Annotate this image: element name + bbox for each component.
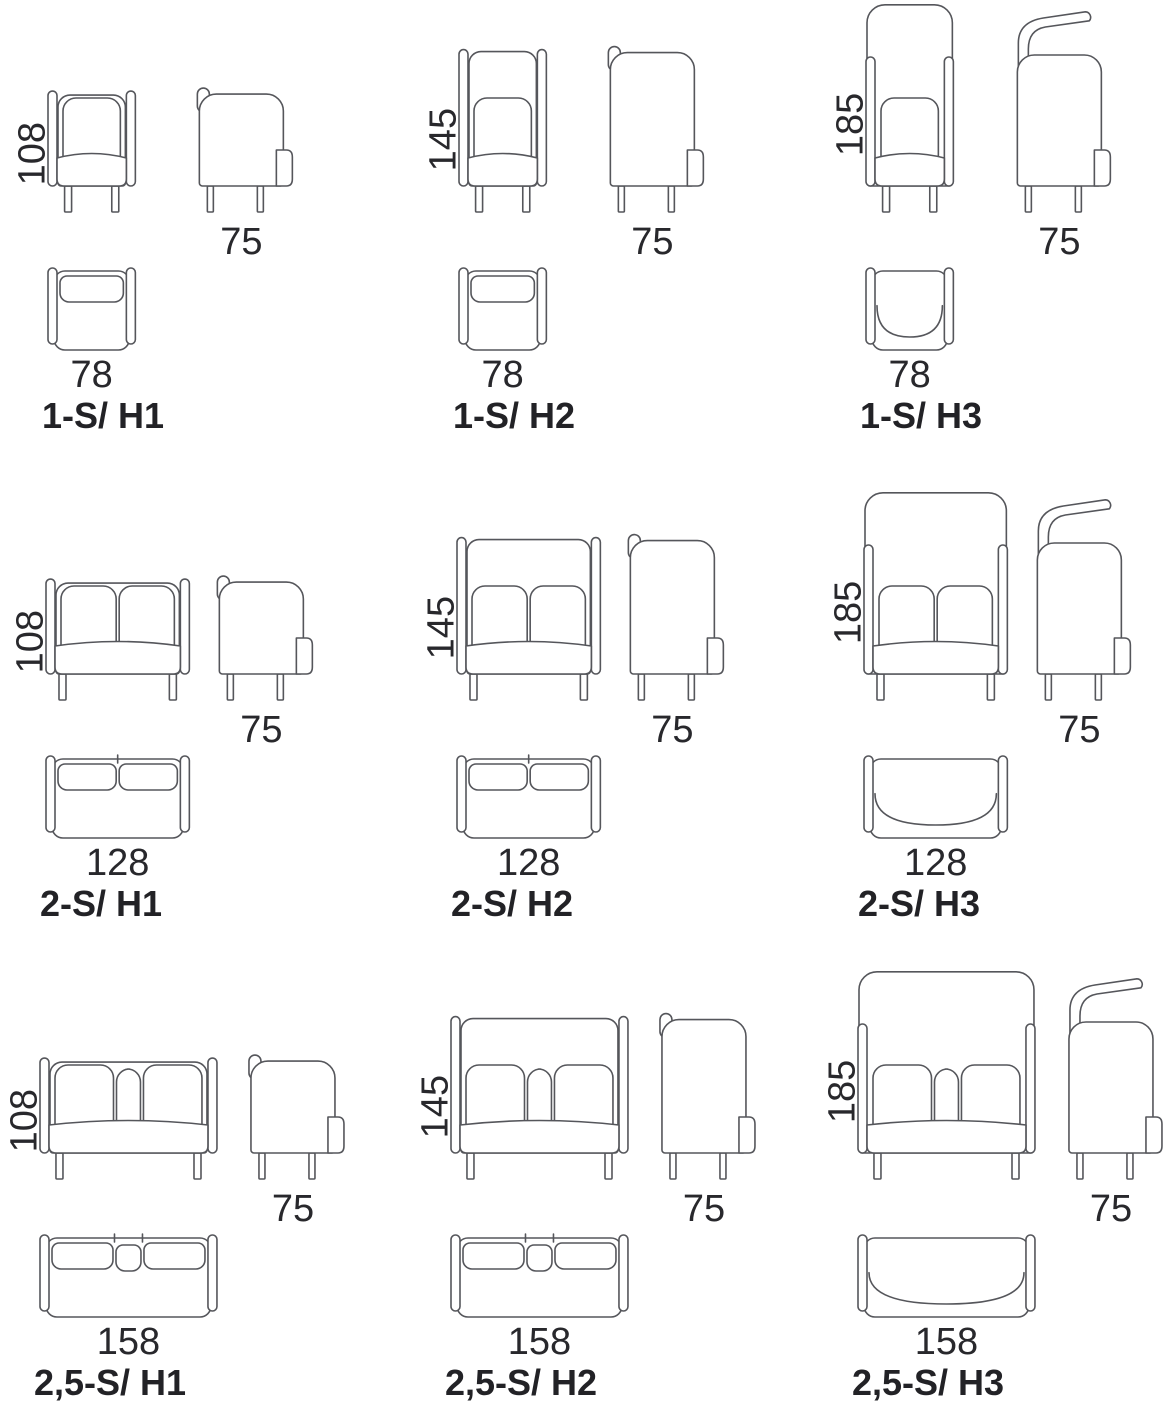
top-view (866, 268, 953, 396)
side-body (630, 541, 714, 674)
right-wing (208, 1058, 217, 1153)
side-body (1037, 543, 1121, 674)
width-dimension: 158 (96, 1321, 161, 1363)
back-cushion-top (527, 1245, 552, 1271)
seat-ledge (1114, 638, 1130, 674)
back-cushion-top (60, 276, 123, 302)
side-view (1017, 12, 1110, 263)
seat-ledge (276, 150, 292, 186)
cell-2-s-h3 (778, 460, 1166, 935)
height-dimension: 185 (827, 580, 870, 645)
seat-cushion (873, 642, 998, 675)
left-wing-top (457, 756, 466, 832)
side-leg (1077, 1153, 1083, 1179)
side-leg (1095, 674, 1101, 700)
side-leg (638, 674, 644, 700)
side-view (1069, 979, 1162, 1230)
right-wing-top (944, 268, 953, 344)
top-view (48, 268, 135, 396)
side-view (608, 47, 703, 263)
front-view (821, 972, 1035, 1179)
side-view (197, 88, 292, 263)
cell-1-s-h2 (389, 0, 777, 460)
height-dimension: 108 (3, 1089, 46, 1153)
cell-2-s-h2 (389, 460, 777, 935)
side-view (217, 576, 312, 751)
cell-drawing (778, 460, 1166, 935)
seat-cushion (57, 154, 126, 187)
variant-label: 2-S/ H1 (40, 883, 163, 924)
side-leg (1025, 186, 1031, 212)
seat-cushion (867, 1121, 1026, 1154)
side-leg (1045, 674, 1051, 700)
seat-ledge (687, 150, 703, 186)
cell-2-5-s-h2 (389, 935, 777, 1410)
cell-2-s-h1 (0, 460, 388, 935)
front-leg (930, 186, 937, 212)
depth-dimension: 75 (1058, 709, 1101, 751)
left-wing-top (459, 268, 468, 344)
front-view (827, 493, 1007, 700)
cell-drawing (389, 935, 777, 1410)
cell-drawing (0, 460, 388, 935)
left-wing-top (46, 756, 55, 832)
front-leg (877, 674, 884, 700)
top-view (858, 1235, 1035, 1363)
width-dimension: 128 (85, 842, 150, 884)
right-wing (537, 50, 546, 186)
back-cushion-top (469, 764, 527, 790)
depth-dimension: 75 (651, 709, 694, 751)
right-wing (944, 57, 953, 186)
height-dimension: 185 (829, 92, 872, 157)
back-cushion-top (116, 1245, 141, 1271)
front-view (422, 50, 546, 212)
right-wing-top (180, 756, 189, 832)
depth-dimension: 75 (1089, 1188, 1133, 1230)
back-cushion-top (119, 764, 177, 790)
width-dimension: 128 (903, 842, 968, 884)
seat-ledge (707, 638, 723, 674)
left-wing-top (40, 1235, 49, 1311)
front-leg (874, 1153, 881, 1179)
right-wing (591, 538, 600, 674)
side-leg (1127, 1153, 1133, 1179)
front-view (420, 538, 600, 700)
front-leg (169, 674, 176, 700)
width-dimension: 158 (914, 1321, 979, 1363)
top-body (864, 1238, 1029, 1317)
depth-dimension: 75 (682, 1188, 726, 1230)
side-leg (688, 674, 694, 700)
depth-dimension: 75 (220, 221, 263, 263)
front-leg (476, 186, 483, 212)
top-view (46, 755, 189, 884)
side-leg (720, 1153, 726, 1179)
front-view (829, 5, 953, 212)
side-view (249, 1055, 344, 1230)
side-view (1037, 500, 1130, 751)
variant-label: 2,5-S/ H1 (34, 1362, 187, 1403)
cell-drawing (0, 935, 388, 1410)
height-dimension: 145 (420, 595, 463, 660)
front-leg (470, 674, 477, 700)
front-leg (59, 674, 66, 700)
cell-drawing (778, 0, 1166, 460)
height-dimension: 108 (9, 610, 52, 674)
seat-ledge (1094, 150, 1110, 186)
side-body (662, 1020, 746, 1153)
variant-label: 1-S/ H1 (42, 395, 165, 436)
right-wing (126, 91, 135, 186)
side-body (219, 582, 303, 674)
cell-1-s-h1 (0, 0, 388, 460)
back-cushion-top (530, 764, 588, 790)
width-dimension: 78 (70, 354, 113, 396)
side-leg (277, 674, 283, 700)
seat-cushion (468, 154, 537, 187)
side-leg (1075, 186, 1081, 212)
seat-cushion (466, 642, 591, 675)
top-view (457, 755, 600, 884)
right-wing-top (126, 268, 135, 344)
variant-label: 1-S/ H2 (453, 395, 576, 436)
right-wing-top (208, 1235, 217, 1311)
top-view (40, 1234, 217, 1363)
right-wing-top (619, 1235, 628, 1311)
right-wing (1026, 1024, 1035, 1153)
depth-dimension: 75 (1038, 221, 1081, 263)
width-dimension: 158 (507, 1321, 572, 1363)
variant-label: 2-S/ H2 (451, 883, 574, 924)
cell-2-5-s-h1 (0, 935, 388, 1410)
right-wing-top (998, 756, 1007, 832)
right-wing-top (591, 756, 600, 832)
side-body (1069, 1022, 1153, 1153)
side-body (1017, 55, 1101, 186)
seat-cushion (55, 642, 180, 675)
cell-drawing (389, 0, 777, 460)
front-leg (1012, 1153, 1019, 1179)
variant-label: 2,5-S/ H2 (445, 1362, 598, 1403)
width-dimension: 78 (481, 354, 524, 396)
right-wing-top (1026, 1235, 1035, 1311)
cell-1-s-h3 (778, 0, 1166, 460)
front-view (3, 1058, 217, 1179)
side-body (199, 94, 283, 186)
right-wing (998, 545, 1007, 674)
back-cushion-top (144, 1243, 205, 1269)
height-dimension: 145 (414, 1074, 457, 1139)
seat-ledge (739, 1117, 755, 1153)
width-dimension: 128 (496, 842, 561, 884)
front-leg (523, 186, 530, 212)
seat-cushion (460, 1121, 619, 1154)
front-view (11, 91, 135, 212)
right-wing (180, 579, 189, 674)
side-leg (618, 186, 624, 212)
front-view (414, 1017, 628, 1179)
back-cushion-top (463, 1243, 524, 1269)
width-dimension: 78 (888, 354, 931, 396)
back-cushion-top (471, 276, 534, 302)
height-dimension: 185 (821, 1059, 864, 1124)
side-leg (207, 186, 213, 212)
side-leg (227, 674, 233, 700)
back-cushion-top (58, 764, 116, 790)
left-wing-top (48, 268, 57, 344)
front-leg (467, 1153, 474, 1179)
front-leg (605, 1153, 612, 1179)
side-body (610, 53, 694, 186)
variant-label: 2,5-S/ H3 (852, 1362, 1005, 1403)
top-body (870, 759, 1001, 838)
front-leg (112, 186, 119, 212)
left-wing-top (858, 1235, 867, 1311)
depth-dimension: 75 (631, 221, 674, 263)
side-leg (670, 1153, 676, 1179)
right-wing-top (537, 268, 546, 344)
back-cushion-top (52, 1243, 113, 1269)
top-body (872, 271, 947, 350)
cell-2-5-s-h3 (778, 935, 1166, 1410)
front-leg (987, 674, 994, 700)
side-leg (668, 186, 674, 212)
seat-cushion (49, 1121, 208, 1154)
height-dimension: 108 (11, 122, 54, 186)
cell-drawing (389, 460, 777, 935)
top-view (451, 1234, 628, 1363)
front-leg (65, 186, 72, 212)
top-view (459, 268, 546, 396)
front-view (9, 579, 189, 700)
depth-dimension: 75 (271, 1188, 315, 1230)
left-wing-top (866, 268, 875, 344)
seat-ledge (328, 1117, 344, 1153)
right-wing (619, 1017, 628, 1153)
side-body (251, 1061, 335, 1153)
side-leg (309, 1153, 315, 1179)
back-cushion-top (555, 1243, 616, 1269)
left-wing-top (451, 1235, 460, 1311)
height-dimension: 145 (422, 107, 465, 172)
side-leg (257, 186, 263, 212)
seat-cushion (875, 154, 944, 187)
seat-ledge (296, 638, 312, 674)
side-leg (259, 1153, 265, 1179)
depth-dimension: 75 (240, 709, 283, 751)
cell-drawing (778, 935, 1166, 1410)
variant-label: 1-S/ H3 (860, 395, 983, 436)
left-wing-top (864, 756, 873, 832)
variant-label: 2-S/ H3 (858, 883, 981, 924)
seat-ledge (1146, 1117, 1162, 1153)
front-leg (194, 1153, 201, 1179)
front-leg (883, 186, 890, 212)
side-view (628, 535, 723, 751)
top-view (864, 756, 1007, 884)
side-view (660, 1014, 755, 1230)
front-leg (580, 674, 587, 700)
cell-drawing (0, 0, 388, 460)
front-leg (56, 1153, 63, 1179)
